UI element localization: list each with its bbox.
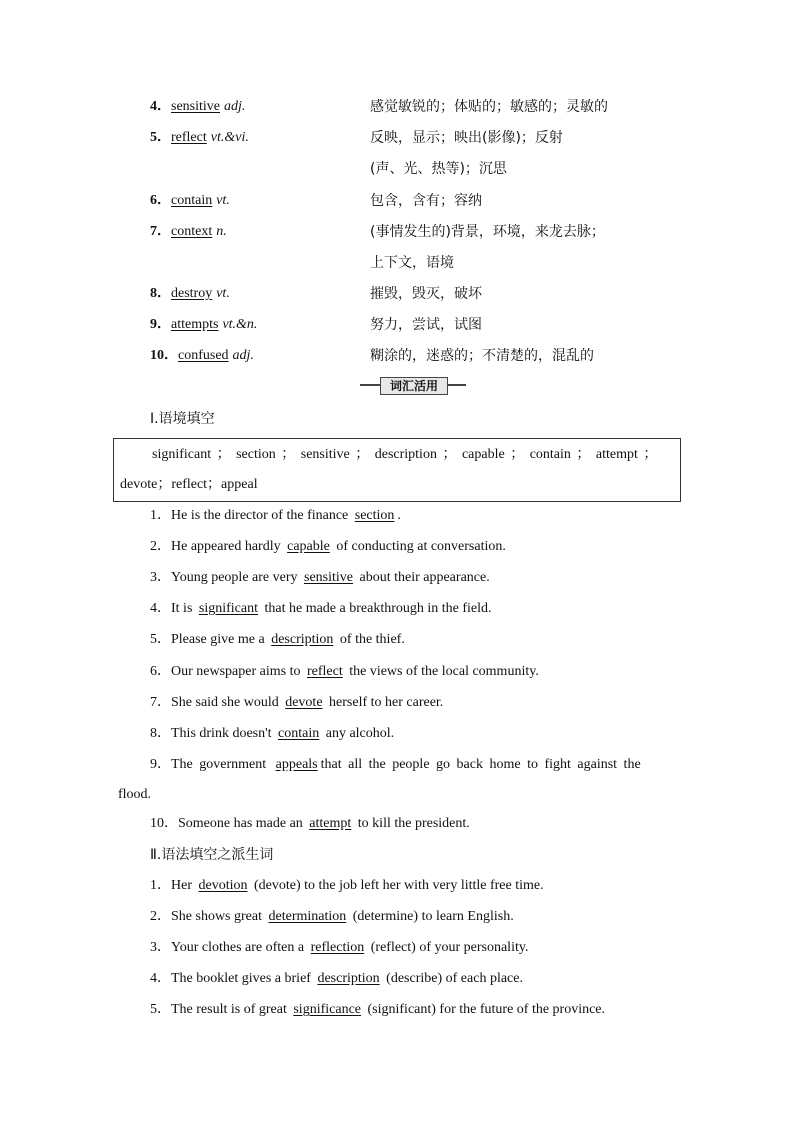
exercise-sentence	[150, 723, 710, 745]
sentence-text: any alcohol.	[322, 726, 395, 741]
vocab-word: contain	[171, 193, 213, 208]
exercise-sentence	[150, 629, 710, 651]
sentence-text: Someone has made an	[178, 816, 307, 831]
sentence-text: that he made a breakthrough in the field.	[261, 601, 492, 616]
vocab-row	[150, 345, 710, 367]
section-title: Ⅰ.语境填空	[150, 411, 215, 427]
sentence-text: the views of the local community.	[345, 664, 539, 679]
sentence-text: Her	[171, 878, 196, 893]
sentence-text: about their appearance.	[356, 570, 490, 585]
sentence-text: Your clothes are often a	[171, 940, 308, 955]
vocab-pos: adj.	[224, 99, 246, 114]
sentence-text: to kill the president.	[354, 816, 470, 831]
sentence-number: 2．	[150, 539, 171, 554]
vocab-row	[150, 221, 710, 243]
exercise-sentence	[150, 999, 710, 1021]
answer-blank: significant	[198, 601, 258, 616]
answer-blank: section	[354, 508, 395, 523]
sentence-text: herself to her career.	[325, 695, 444, 710]
vocab-word: context	[171, 224, 213, 239]
sentence-text: Our newspaper aims to	[171, 664, 304, 679]
vocab-row	[150, 283, 710, 305]
sentence-text: Please give me a	[171, 632, 269, 647]
vocab-number: 5．	[150, 130, 171, 145]
sentence-number: 3．	[150, 570, 171, 585]
vocab-meaning-continued: 上下文，语境	[370, 255, 454, 271]
sentence-number: 10．	[150, 816, 178, 831]
answer-blank: devotion	[198, 878, 248, 893]
vocab-row	[150, 314, 710, 336]
vocab-meaning: 包含，含有；容纳	[370, 193, 482, 209]
word-bank-box	[113, 438, 681, 502]
answer-blank: contain	[278, 726, 320, 741]
sentence-number: 5．	[150, 1002, 171, 1017]
vocab-pos: vt.&vi.	[210, 130, 249, 145]
sentence-number: 1．	[150, 878, 171, 893]
exercise-sentence	[150, 937, 710, 959]
vocab-meaning: 摧毁，毁灭，破坏	[370, 286, 482, 302]
answer-blank: sensitive	[304, 570, 353, 585]
word-bank-line: devote；reflect；appeal	[120, 477, 258, 492]
exercise-sentence	[150, 536, 710, 558]
sentence-text: (determine) to learn English.	[349, 909, 514, 924]
sentence-number: 8．	[150, 726, 171, 741]
sentence-number: 4．	[150, 601, 171, 616]
word-bank-line: significant ； section ； sensitive ； description ； capable ； contain ； attempt ；	[152, 447, 658, 462]
answer-blank: significance	[293, 1002, 361, 1017]
banner-label: 词汇活用	[380, 377, 448, 395]
exercise-sentence	[150, 692, 710, 714]
vocab-row	[150, 127, 710, 149]
sentence-continued: flood.	[118, 787, 152, 802]
vocab-pos: adj.	[232, 348, 254, 363]
vocab-pos: n.	[216, 224, 227, 239]
sentence-number: 2．	[150, 909, 171, 924]
sentence-text: The government	[171, 757, 273, 772]
sentence-text: that all the people go back home to fight against the	[320, 757, 641, 772]
sentence-number: 7．	[150, 695, 171, 710]
sentence-text: The result is of great	[171, 1002, 291, 1017]
answer-blank: description	[317, 971, 380, 986]
sentence-text: She said she would	[171, 695, 283, 710]
sentence-text: of the thief.	[336, 632, 405, 647]
vocab-meaning: 糊涂的，迷惑的；不清楚的，混乱的	[370, 348, 594, 364]
answer-blank: determination	[268, 909, 347, 924]
sentence-number: 1．	[150, 508, 171, 523]
sentence-text: (describe) of each place.	[382, 971, 523, 986]
sentence-text: (reflect) of your personality.	[367, 940, 529, 955]
vocab-meaning: (事情发生的)背景，环境，来龙去脉；	[370, 224, 605, 240]
sentence-number: 6．	[150, 664, 171, 679]
answer-blank: description	[271, 632, 334, 647]
sentence-text: (significant) for the future of the province.	[364, 1002, 606, 1017]
exercise-sentence	[150, 567, 710, 589]
vocab-row	[150, 96, 710, 118]
sentence-text: This drink doesn't	[171, 726, 276, 741]
answer-blank: capable	[287, 539, 330, 554]
exercise-sentence	[150, 968, 710, 990]
sentence-text: It is	[171, 601, 196, 616]
sentence-text: The booklet gives a brief	[171, 971, 315, 986]
vocab-word: destroy	[171, 286, 213, 301]
exercise-sentence	[150, 661, 710, 683]
vocab-word: sensitive	[171, 99, 220, 114]
answer-blank: reflect	[306, 664, 343, 679]
exercise-sentence	[150, 875, 710, 897]
exercise-sentence	[150, 598, 710, 620]
answer-blank: devote	[285, 695, 323, 710]
sentence-text: He is the director of the finance	[171, 508, 352, 523]
vocab-meaning-continued: (声、光、热等)；沉思	[370, 161, 507, 177]
sentence-text: He appeared hardly	[171, 539, 285, 554]
section-title: Ⅱ.语法填空之派生词	[150, 847, 274, 863]
answer-blank: appeals	[275, 757, 318, 772]
vocab-word: reflect	[171, 130, 207, 145]
vocab-pos: vt.	[216, 286, 230, 301]
vocab-word: attempts	[171, 317, 219, 332]
sentence-number: 3．	[150, 940, 171, 955]
vocab-number: 4．	[150, 99, 171, 114]
section-banner	[360, 377, 466, 395]
sentence-text: Young people are very	[171, 570, 301, 585]
exercise-sentence	[150, 906, 710, 928]
vocab-number: 9．	[150, 317, 171, 332]
exercise-sentence	[150, 754, 710, 776]
sentence-number: 5．	[150, 632, 171, 647]
vocab-pos: vt.	[216, 193, 230, 208]
exercise-sentence	[150, 813, 710, 835]
sentence-text: .	[397, 508, 401, 523]
vocab-number: 7．	[150, 224, 171, 239]
vocab-row	[150, 190, 710, 212]
sentence-number: 9．	[150, 757, 171, 772]
sentence-text: She shows great	[171, 909, 266, 924]
vocab-meaning: 反映，显示；映出(影像)；反射	[370, 130, 563, 146]
vocab-meaning: 感觉敏锐的；体贴的；敏感的；灵敏的	[370, 99, 608, 115]
vocab-pos: vt.&n.	[222, 317, 258, 332]
vocab-number: 6．	[150, 193, 171, 208]
exercise-sentence	[150, 505, 710, 527]
sentence-number: 4．	[150, 971, 171, 986]
sentence-text: of conducting at conversation.	[332, 539, 506, 554]
sentence-text: (devote) to the job left her with very little free time.	[250, 878, 544, 893]
vocab-number: 10．	[150, 348, 178, 363]
answer-blank: attempt	[309, 816, 352, 831]
vocab-number: 8．	[150, 286, 171, 301]
vocab-meaning: 努力，尝试，试图	[370, 317, 482, 333]
vocab-word: confused	[178, 348, 229, 363]
answer-blank: reflection	[310, 940, 365, 955]
